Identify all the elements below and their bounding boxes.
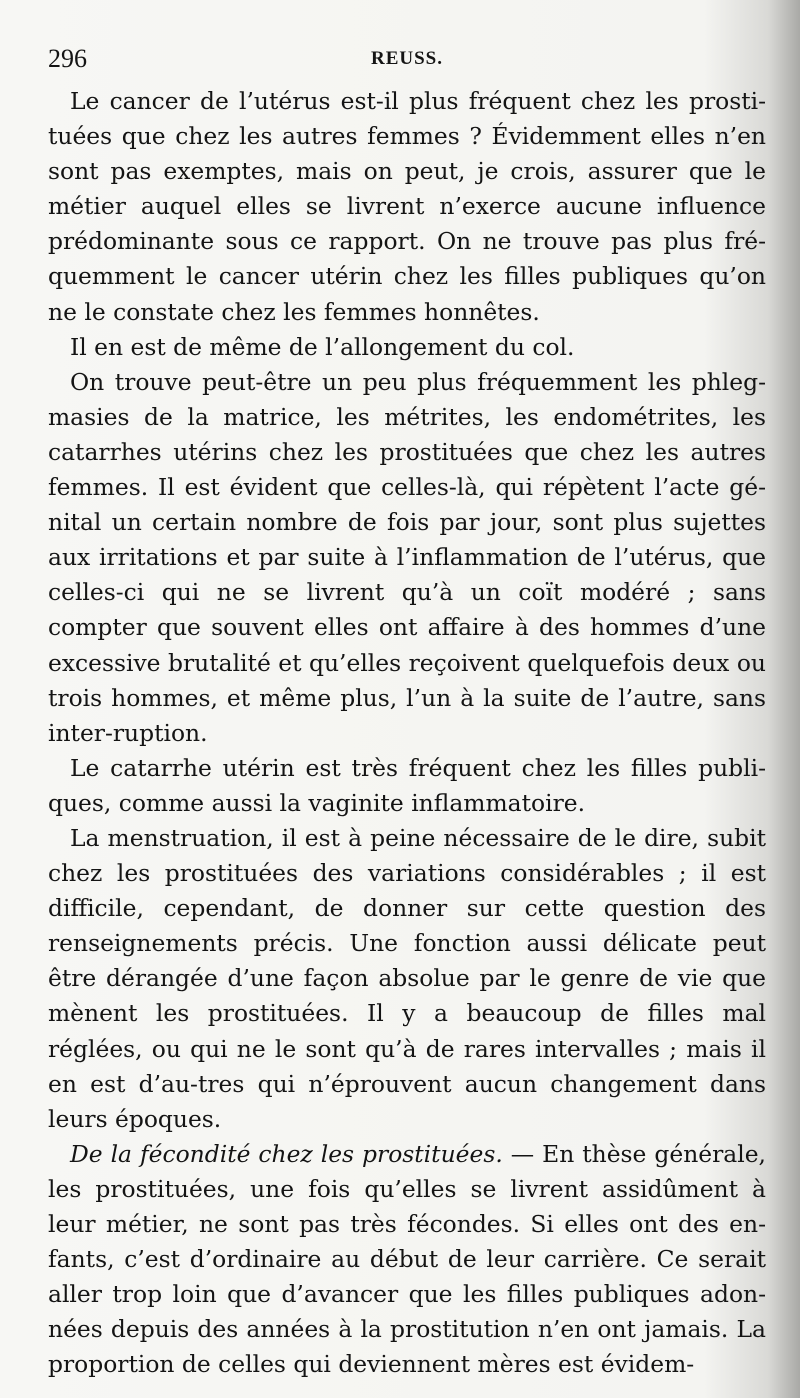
paragraph: La menstruation, il est à peine nécessaire de le dire, subit chez les prostituées des variations considérables ; il est difficile, cependant, de donner sur cette question des renseignements précis. Une fonction aussi délicate peut être dérangée d’une façon absolue par le genre de vie que mènent les prostituées. Il y a beaucoup de filles mal réglées, ou qui ne le sont qu’à de rares intervalles ; mais il en est d’au-tres qui n’éprouvent aucun changement dans leurs époques. (48, 823, 766, 1133)
page-header (48, 44, 766, 84)
paragraph-text: — En thèse générale, les prostituées, une fois qu’elles se livrent assidûment à leur métier, ne sont pas très fécondes. Si elles ont des en-fants, c’est d’ordinaire au début de leur carrière. Ce serait aller trop loin que d’avancer que les filles publiques adon-nées depuis des années à la prostitution n’en ont jamais. La proportion de celles qui deviennent mères est évidem- (48, 1139, 766, 1379)
section-title: De la fécondité chez les prostituées. (70, 1139, 503, 1168)
paragraph: Le catarrhe utérin est très fréquent chez les filles publi-ques, comme aussi la vaginite inflammatoire. (48, 753, 766, 817)
paragraph: On trouve peut-être un peu plus fréquemment les phleg-masies de la matrice, les métrites, les endométrites, les catarrhes utérins chez les prostituées que chez les autres femmes. Il est évident que celles-là, qui répètent l’acte gé-nital un certain nombre de fois par jour, sont plus sujettes aux irritations et par suite à l’inflammation de l’utérus, que celles-ci qui ne se livrent qu’à un coït modéré ; sans compter que souvent elles ont affaire à des hommes d’une excessive brutalité et qu’elles reçoivent quelquefois deux ou trois hommes, et même plus, l’un à la suite de l’autre, sans inter-ruption. (48, 367, 766, 747)
page-number: 296 (48, 44, 87, 73)
running-head: REUSS. (371, 48, 443, 69)
body-text (48, 84, 766, 1382)
paragraph: Il en est de même de l’allongement du col. (70, 332, 575, 361)
paragraph: Le cancer de l’utérus est-il plus fréquent chez les prosti-tuées que chez les autres femmes ? Évidemment elles n’en sont pas exemptes, mais on peut, je crois, assurer que le métier auquel elles se livrent n’exerce aucune influence prédominante sous ce rapport. On ne trouve pas plus fré-quemment le cancer utérin chez les filles publiques qu’on ne le constate chez les femmes honnêtes. (48, 87, 766, 326)
paragraph-fecundity (48, 1137, 766, 1383)
